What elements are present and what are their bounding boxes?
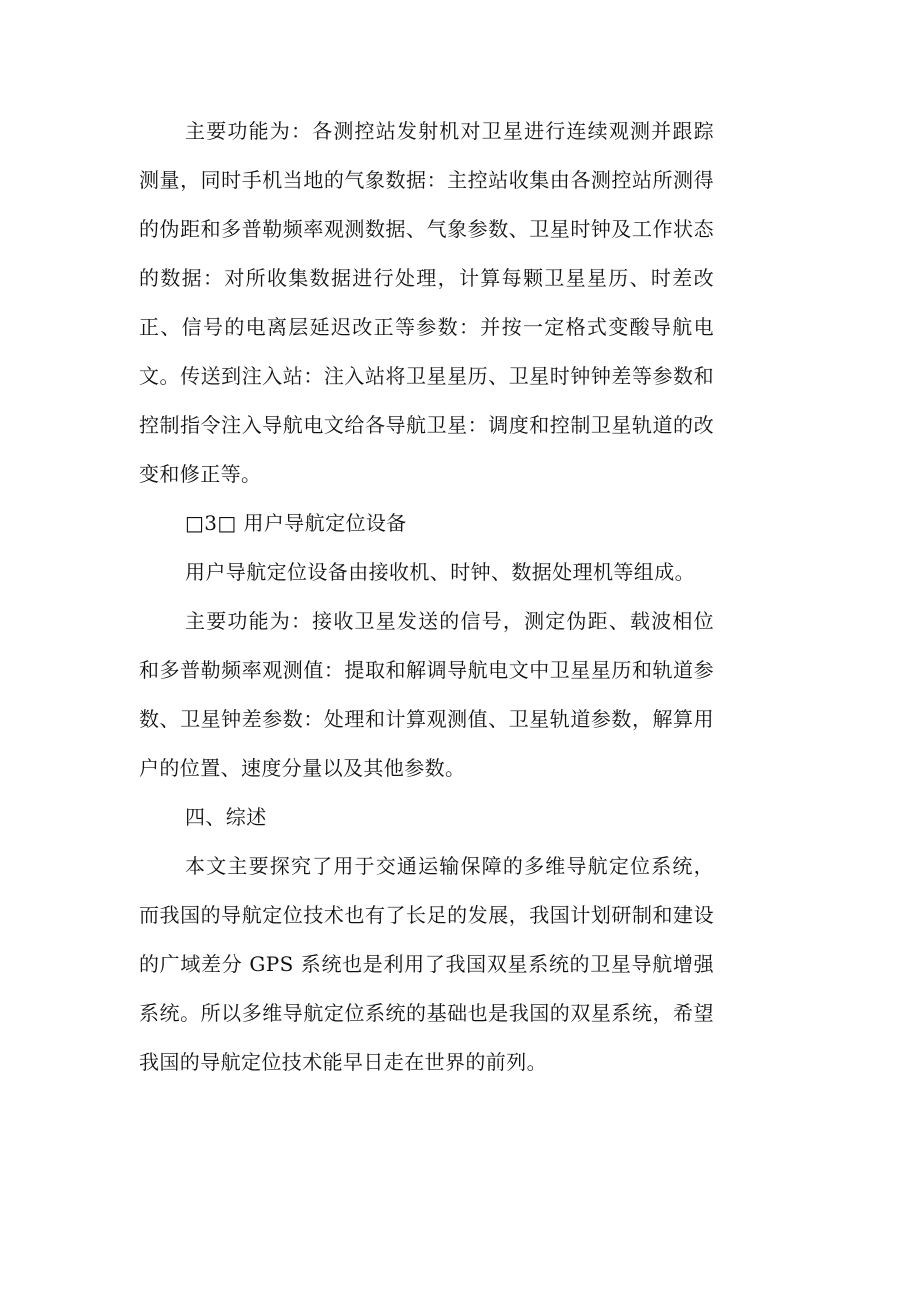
document-body bbox=[139, 107, 714, 1087]
paragraph-main-functions-control: 主要功能为：各测控站发射机对卫星进行连续观测并跟踪测量，同时手机当地的气象数据：主控站收集由各测控站所测得的伪距和多普勒频率观测数据、气象参数、卫星时钟及工作状态的数据：对所收集数据进行处理，计算每颗卫星星历、时差改正、信号的电离层延迟改正等参数：并按一定格式变酸导航电文。传送到注入站：注入站将卫星星历、卫星时钟钟差等参数和控制指令注入导航电文给各导航卫星：调度和控制卫星轨道的改变和修正等。 bbox=[139, 119, 714, 486]
paragraph-main-functions-user: 主要功能为：接收卫星发送的信号，测定伪距、载波相位和多普勒频率观测值：提取和解调导航电文中卫星星历和轨道参数、卫星钟差参数：处理和计算观测值、卫星轨道参数，解算用户的位置、速度分量以及其他参数。 bbox=[139, 609, 714, 780]
section-heading-summary: 四、综述 bbox=[185, 805, 267, 829]
paragraph-summary: 本文主要探究了用于交通运输保障的多维导航定位系统，而我国的导航定位技术也有了长足的发展，我国计划研制和建设的广域差分 GPS 系统也是利用了我国双星系统的卫星导航增强系统。所以多维导航定位系统的基础也是我国的双星系统，希望我国的导航定位技术能早日走在世界的前列。 bbox=[139, 854, 714, 1074]
paragraph-user-equipment-composition: 用户导航定位设备由接收机、时钟、数据处理机等组成。 bbox=[185, 560, 695, 584]
section-heading-user-equipment: □3□ 用户导航定位设备 bbox=[185, 511, 407, 535]
